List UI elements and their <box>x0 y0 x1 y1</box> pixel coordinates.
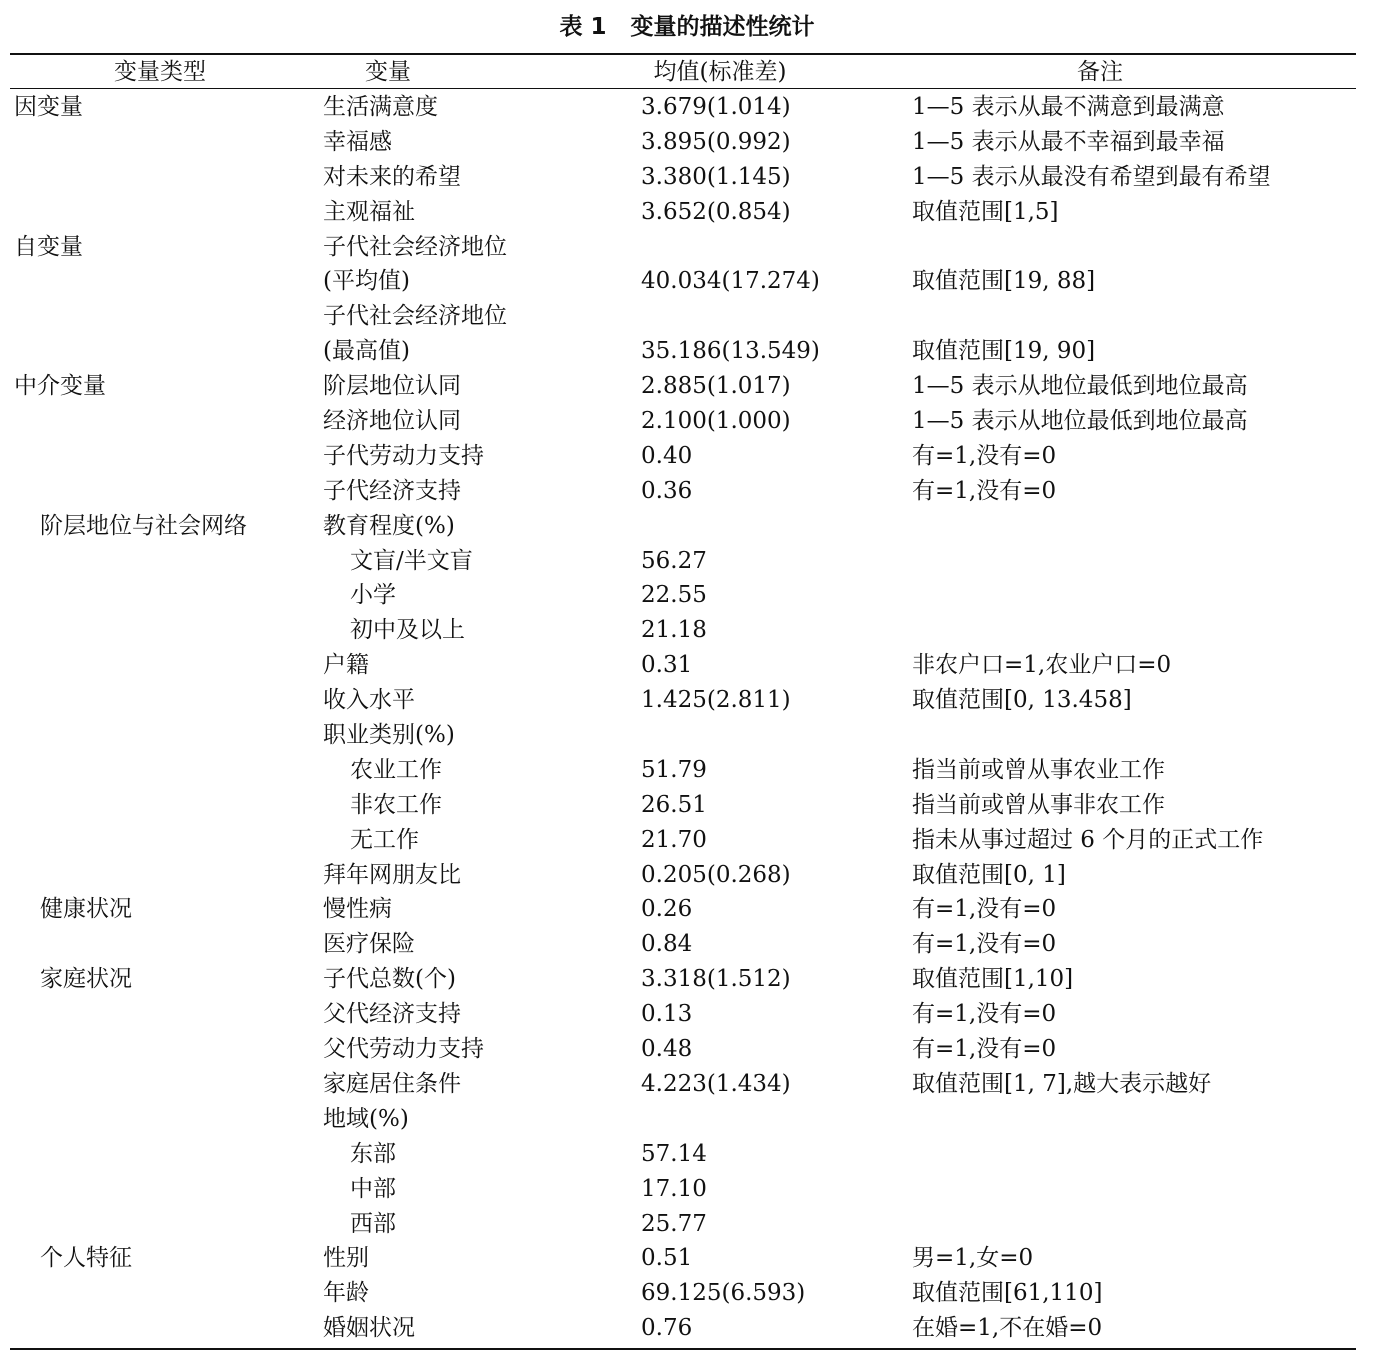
table-row <box>0 1137 1374 1172</box>
table-row <box>0 334 1374 369</box>
note-cell: 在婚=1,不在婚=0 <box>912 1315 1103 1342</box>
note-cell: 取值范围[61,110] <box>912 1280 1103 1307</box>
note-cell: 有=1,没有=0 <box>912 442 1057 469</box>
table-row <box>0 90 1374 125</box>
note-cell: 取值范围[0, 13.458] <box>912 687 1132 714</box>
table-row <box>0 439 1374 474</box>
variable-cell: 户籍 <box>323 652 369 679</box>
note-cell: 取值范围[19, 88] <box>912 268 1096 295</box>
mean-cell: 0.36 <box>641 477 693 504</box>
table-row <box>0 369 1374 404</box>
table-row <box>0 544 1374 579</box>
variable-cell: 收入水平 <box>323 687 415 714</box>
mean-cell: 0.51 <box>641 1245 693 1272</box>
mean-cell: 35.186(13.549) <box>641 338 820 365</box>
variable-cell: 教育程度(%) <box>323 512 455 539</box>
bottom-rule <box>10 1348 1356 1350</box>
mean-cell: 0.76 <box>641 1315 693 1342</box>
table-row <box>0 613 1374 648</box>
mean-cell: 3.380(1.145) <box>641 163 791 190</box>
header-note: 备注 <box>1077 59 1123 85</box>
variable-cell: 无工作 <box>350 826 419 853</box>
header-mean-sd: 均值(标准差) <box>653 59 787 85</box>
mean-cell: 3.652(0.854) <box>641 198 791 225</box>
mean-cell: 21.18 <box>641 617 707 644</box>
variable-cell: 文盲/半文盲 <box>350 547 473 574</box>
table-row <box>0 858 1374 893</box>
mean-cell: 2.100(1.000) <box>641 408 791 435</box>
mean-cell: 1.425(2.811) <box>641 687 791 714</box>
variable-type-cell: 阶层地位与社会网络 <box>40 512 247 539</box>
variable-cell: 子代劳动力支持 <box>323 442 484 469</box>
table-row <box>0 962 1374 997</box>
variable-cell: 东部 <box>350 1140 396 1167</box>
variable-cell: 职业类别(%) <box>323 722 455 749</box>
mean-cell: 0.40 <box>641 442 693 469</box>
note-cell: 有=1,没有=0 <box>912 896 1057 923</box>
table-row <box>0 788 1374 823</box>
mean-cell: 3.895(0.992) <box>641 128 791 155</box>
variable-cell: 子代社会经济地位 <box>323 303 507 330</box>
mean-cell: 0.13 <box>641 1001 693 1028</box>
variable-cell: 非农工作 <box>350 791 442 818</box>
table-title <box>0 8 1374 41</box>
note-cell: 有=1,没有=0 <box>912 477 1057 504</box>
note-cell: 1—5 表示从最不满意到最满意 <box>912 94 1225 120</box>
variable-cell: 阶层地位认同 <box>323 373 461 400</box>
mean-cell: 0.31 <box>641 652 693 679</box>
table-row <box>0 927 1374 962</box>
variable-type-cell: 个人特征 <box>40 1245 132 1272</box>
variable-cell: 中部 <box>350 1175 396 1202</box>
table-body <box>0 90 1374 1346</box>
variable-cell: 西部 <box>350 1210 396 1237</box>
header-rule <box>10 88 1356 89</box>
variable-cell: 子代社会经济地位 <box>323 233 507 260</box>
variable-cell: 家庭居住条件 <box>323 1070 461 1097</box>
variable-cell: 性别 <box>323 1245 369 1272</box>
note-cell: 非农户口=1,农业户口=0 <box>912 652 1172 679</box>
mean-cell: 0.26 <box>641 896 693 923</box>
mean-cell: 3.679(1.014) <box>641 94 791 120</box>
table-row <box>0 1032 1374 1067</box>
variable-cell: 经济地位认同 <box>323 408 461 435</box>
mean-cell: 0.205(0.268) <box>641 861 791 888</box>
variable-cell: 子代总数(个) <box>323 966 456 993</box>
table-row <box>0 160 1374 195</box>
variable-type-cell: 家庭状况 <box>40 966 132 993</box>
note-cell: 1—5 表示从最不幸福到最幸福 <box>912 128 1225 155</box>
table-row <box>0 997 1374 1032</box>
note-cell: 男=1,女=0 <box>912 1245 1034 1272</box>
variable-cell: (平均值) <box>323 268 410 295</box>
mean-cell: 21.70 <box>641 826 707 853</box>
mean-cell: 57.14 <box>641 1140 707 1167</box>
variable-cell: 婚姻状况 <box>323 1315 415 1342</box>
variable-cell: 慢性病 <box>323 896 392 923</box>
variable-type-cell: 中介变量 <box>14 373 106 400</box>
variable-cell: 初中及以上 <box>350 617 465 644</box>
variable-type-cell: 健康状况 <box>40 896 132 923</box>
table-row <box>0 648 1374 683</box>
variable-cell: 农业工作 <box>350 756 442 783</box>
mean-cell: 2.885(1.017) <box>641 373 791 400</box>
mean-cell: 0.48 <box>641 1036 693 1063</box>
table-caption: 变量的描述性统计 <box>630 14 815 40</box>
note-cell: 取值范围[1,5] <box>912 198 1059 225</box>
variable-cell: 拜年网朋友比 <box>323 861 461 888</box>
variable-cell: 生活满意度 <box>323 94 438 120</box>
note-cell: 有=1,没有=0 <box>912 1001 1057 1028</box>
table-row <box>0 125 1374 160</box>
variable-cell: 地域(%) <box>323 1105 409 1132</box>
mean-cell: 56.27 <box>641 547 707 574</box>
table-row <box>0 753 1374 788</box>
variable-cell: 对未来的希望 <box>323 163 461 190</box>
note-cell: 指当前或曾从事非农工作 <box>912 791 1165 818</box>
header-variable-type: 变量类型 <box>114 59 206 85</box>
table-row <box>0 1276 1374 1311</box>
table-row <box>0 823 1374 858</box>
table-row <box>0 1207 1374 1242</box>
variable-cell: 父代经济支持 <box>323 1001 461 1028</box>
variable-cell: 医疗保险 <box>323 931 415 958</box>
table-number: 表 1 <box>559 14 607 40</box>
note-cell: 1—5 表示从地位最低到地位最高 <box>912 408 1248 435</box>
note-cell: 指未从事过超过 6 个月的正式工作 <box>912 826 1264 853</box>
variable-cell: 父代劳动力支持 <box>323 1036 484 1063</box>
note-cell: 有=1,没有=0 <box>912 931 1057 958</box>
note-cell: 1—5 表示从地位最低到地位最高 <box>912 373 1248 400</box>
mean-cell: 26.51 <box>641 791 707 818</box>
table-row <box>0 299 1374 334</box>
mean-cell: 0.84 <box>641 931 693 958</box>
table-row <box>0 1241 1374 1276</box>
table-row <box>0 892 1374 927</box>
variable-cell: (最高值) <box>323 338 410 365</box>
table-row <box>0 404 1374 439</box>
table-row <box>0 1172 1374 1207</box>
note-cell: 有=1,没有=0 <box>912 1036 1057 1063</box>
note-cell: 取值范围[1,10] <box>912 966 1074 993</box>
table-row <box>0 683 1374 718</box>
note-cell: 取值范围[19, 90] <box>912 338 1096 365</box>
table-row <box>0 509 1374 544</box>
table-row <box>0 1102 1374 1137</box>
table-row <box>0 1311 1374 1346</box>
note-cell: 指当前或曾从事农业工作 <box>912 756 1165 783</box>
variable-type-cell: 自变量 <box>14 233 83 260</box>
top-rule <box>10 53 1356 55</box>
variable-cell: 小学 <box>350 582 396 609</box>
mean-cell: 25.77 <box>641 1210 707 1237</box>
variable-type-cell: 因变量 <box>14 94 83 120</box>
note-cell: 取值范围[0, 1] <box>912 861 1066 888</box>
note-cell: 1—5 表示从最没有希望到最有希望 <box>912 163 1271 190</box>
variable-cell: 年龄 <box>323 1280 369 1307</box>
note-cell: 取值范围[1, 7],越大表示越好 <box>912 1070 1212 1097</box>
table-row <box>0 264 1374 299</box>
table-row <box>0 195 1374 230</box>
variable-cell: 主观福祉 <box>323 198 415 225</box>
table-row <box>0 578 1374 613</box>
mean-cell: 69.125(6.593) <box>641 1280 806 1307</box>
mean-cell: 51.79 <box>641 756 707 783</box>
table-row <box>0 230 1374 265</box>
mean-cell: 40.034(17.274) <box>641 268 820 295</box>
mean-cell: 4.223(1.434) <box>641 1070 791 1097</box>
table-row <box>0 718 1374 753</box>
header-variable: 变量 <box>365 59 411 85</box>
variable-cell: 幸福感 <box>323 128 392 155</box>
table-row <box>0 474 1374 509</box>
variable-cell: 子代经济支持 <box>323 477 461 504</box>
mean-cell: 3.318(1.512) <box>641 966 791 993</box>
mean-cell: 17.10 <box>641 1175 707 1202</box>
mean-cell: 22.55 <box>641 582 707 609</box>
table-row <box>0 1067 1374 1102</box>
